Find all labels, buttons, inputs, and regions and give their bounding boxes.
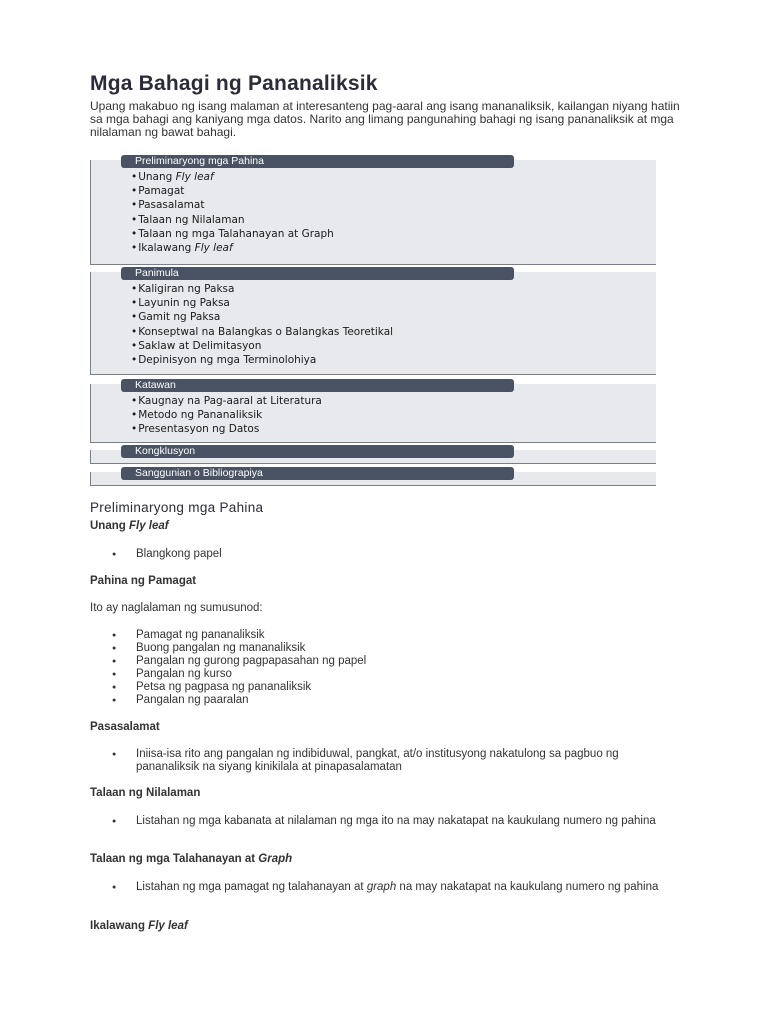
heading-unang-fly-leaf: Unang Fly leaf bbox=[90, 520, 169, 532]
list-item: ● Petsa ng pagpasa ng pananaliksik bbox=[112, 681, 677, 694]
list-item: ● Pangalan ng paaralan bbox=[112, 694, 677, 707]
list-item: ● Iniisa-isa rito ang pangalan ng indibiduwal, pangkat, at/o institusyong nakatulong sa pagbuo ng pananaliksik na siyang kinikilala at pinapasalamatan bbox=[112, 748, 677, 774]
diagram-item: • Layunin ng Paksa bbox=[131, 296, 393, 310]
diagram-section-header: Kongklusyon bbox=[121, 445, 514, 458]
list-item: ● Pangalan ng kurso bbox=[112, 668, 677, 681]
diagram-item: • Depinisyon ng mga Terminolohiya bbox=[131, 353, 393, 367]
diagram-item: • Kaligiran ng Paksa bbox=[131, 282, 393, 296]
diagram-item: • Kaugnay na Pag-aaral at Literatura bbox=[131, 394, 322, 408]
section-title: Preliminaryong mga Pahina bbox=[90, 500, 264, 515]
diagram-section-panimula bbox=[90, 265, 656, 377]
diagram-section-sanggunian bbox=[90, 465, 656, 488]
diagram-item: • Talaan ng mga Talahanayan at Graph bbox=[131, 227, 334, 241]
page-title: Mga Bahagi ng Pananaliksik bbox=[90, 72, 378, 95]
list-item: ● Listahan ng mga pamagat ng talahanayan at graph na may nakatapat na kaukulang numero ng pahina bbox=[112, 881, 677, 894]
heading-talaan-ng-talahanayan: Talaan ng mga Talahanayan at Graph bbox=[90, 853, 293, 865]
list-item: ● Buong pangalan ng mananaliksik bbox=[112, 642, 677, 655]
diagram-item: • Pasasalamat bbox=[131, 198, 334, 212]
diagram-item: • Gamit ng Paksa bbox=[131, 310, 393, 324]
diagram-section-header: Katawan bbox=[121, 379, 514, 392]
list-item: ● Pangalan ng gurong pagpapasahan ng papel bbox=[112, 655, 677, 668]
diagram-section-kongklusyon bbox=[90, 443, 656, 465]
heading-pahina-ng-pamagat: Pahina ng Pamagat bbox=[90, 575, 197, 587]
pasasalamat-list bbox=[112, 748, 677, 774]
diagram-section-items bbox=[131, 282, 393, 367]
intro-paragraph: Upang makabuo ng isang malaman at interesanteng pag-aaral ang isang mananaliksik, kailangan niyang hatiin sa mga bahagi ang kaniyang mga datos. Narito ang limang pangunahing bahagi ng isang pananaliksik at mga nilalaman ng bawat bahagi. bbox=[90, 99, 680, 139]
diagram-item: • Presentasyon ng Datos bbox=[131, 422, 322, 436]
fly-leaf-list bbox=[112, 548, 677, 561]
diagram-item: • Unang Fly leaf bbox=[131, 170, 334, 184]
diagram-section-items bbox=[131, 170, 334, 255]
diagram-item: • Ikalawang Fly leaf bbox=[131, 241, 334, 255]
diagram-item: • Konseptwal na Balangkas o Balangkas Teoretikal bbox=[131, 325, 393, 339]
diagram-section-katawan bbox=[90, 377, 656, 443]
diagram-section-header: Sanggunian o Bibliograpiya bbox=[121, 467, 514, 480]
diagram-section-header: Panimula bbox=[121, 267, 514, 280]
heading-ikalawang-fly-leaf: Ikalawang Fly leaf bbox=[90, 920, 188, 932]
list-item: ● Listahan ng mga kabanata at nilalaman ng mga ito na may nakatapat na kaukulang numero ng pahina bbox=[112, 815, 677, 828]
list-item: ● Pamagat ng pananaliksik bbox=[112, 629, 677, 642]
talahanayan-list bbox=[112, 881, 677, 894]
pamagat-lead: Ito ay naglalaman ng sumusunod: bbox=[90, 602, 263, 614]
diagram-item: • Talaan ng Nilalaman bbox=[131, 213, 334, 227]
list-item: ● Blangkong papel bbox=[112, 548, 677, 561]
diagram-item: • Metodo ng Pananaliksik bbox=[131, 408, 322, 422]
diagram-item: • Pamagat bbox=[131, 184, 334, 198]
research-parts-diagram bbox=[90, 153, 656, 488]
diagram-section-items bbox=[131, 394, 322, 437]
heading-talaan-ng-nilalaman: Talaan ng Nilalaman bbox=[90, 787, 201, 799]
diagram-section-header: Preliminaryong mga Pahina bbox=[121, 155, 514, 168]
heading-pasasalamat: Pasasalamat bbox=[90, 721, 160, 733]
diagram-item: • Saklaw at Delimitasyon bbox=[131, 339, 393, 353]
nilalaman-list bbox=[112, 815, 677, 828]
pamagat-list bbox=[112, 629, 677, 707]
diagram-section-preliminary bbox=[90, 153, 656, 265]
